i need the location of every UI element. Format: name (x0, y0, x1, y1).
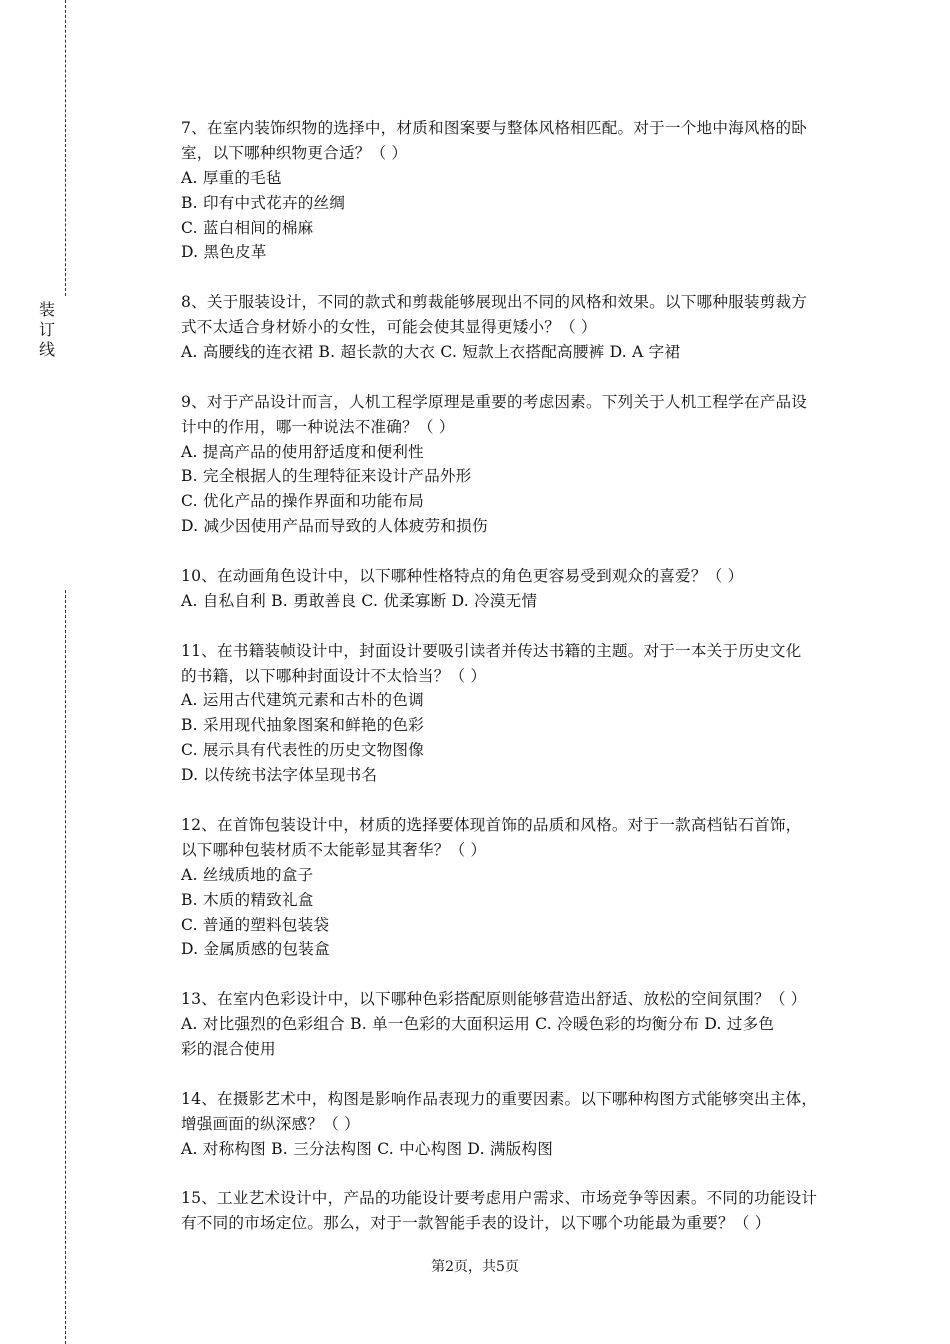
question-line: C. 优化产品的操作界面和功能布局 (181, 492, 425, 511)
question-line: D. 减少因使用产品而导致的人体疲劳和损伤 (181, 517, 488, 536)
question-line: 以下哪种包装材质不太能彰显其奢华？（ ） (181, 840, 487, 859)
question-text: 10、在动画角色设计中，以下哪种性格特点的角色更容易受到观众的喜爱？（ ） (181, 567, 744, 586)
question-line: A. 丝绒质地的盒子 (181, 865, 314, 884)
binding-line-bottom (65, 590, 66, 1344)
question-line: A. 高腰线的连衣裙 B. 超长款的大衣 C. 短款上衣搭配高腰裤 D. A 字裙 (181, 343, 681, 362)
question-text: 11、在书籍装帧设计中，封面设计要吸引读者并传达书籍的主题。对于一本关于历史文化 (181, 641, 802, 660)
question-line: 的书籍，以下哪种封面设计不太恰当？（ ） (181, 666, 487, 685)
question-block (181, 390, 851, 539)
question-block (181, 987, 851, 1062)
question-block (181, 564, 851, 614)
question-text: 8、关于服装设计，不同的款式和剪裁能够展现出不同的风格和效果。以下哪种服装剪裁方 (181, 293, 808, 312)
question-line: C. 普通的塑料包装袋 (181, 915, 330, 934)
question-text: 15、工业艺术设计中，产品的功能设计要考虑用户需求、市场竞争等因素。不同的功能设计 (181, 1189, 818, 1208)
question-block (181, 116, 851, 265)
question-line: B. 采用现代抽象图案和鲜艳的色彩 (181, 716, 425, 735)
page-footer: 第2页，共5页 (431, 1259, 519, 1275)
question-line: A. 对称构图 B. 三分法构图 C. 中心构图 D. 满版构图 (181, 1139, 554, 1158)
question-text: 12、在首饰包装设计中，材质的选择要体现首饰的品质和风格。对于一款高档钻石首饰， (181, 815, 802, 834)
question-text: 14、在摄影艺术中，构图是影响作品表现力的重要因素。以下哪种构图方式能够突出主体， (181, 1089, 818, 1108)
question-text: 7、在室内装饰织物的选择中，材质和图案要与整体风格相匹配。对于一个地中海风格的卧 (181, 119, 808, 137)
question-line: 式不太适合身材娇小的女性，可能会使其显得更矮小？（ ） (181, 318, 597, 337)
question-line: 有不同的市场定位。那么，对于一款智能手表的设计，以下哪个功能最为重要？（ ） (181, 1214, 771, 1233)
question-line: B. 完全根据人的生理特征来设计产品外形 (181, 467, 472, 486)
question-line: A. 运用古代建筑元素和古朴的色调 (181, 691, 424, 710)
question-line: B. 木质的精致礼盒 (181, 890, 314, 909)
question-line: 计中的作用，哪一种说法不准确？（ ） (181, 417, 455, 436)
question-line: C. 蓝白相间的棉麻 (181, 218, 314, 237)
question-line: 增强画面的纵深感？（ ） (181, 1114, 360, 1133)
question-text: 13、在室内色彩设计中，以下哪种色彩搭配原则能够营造出舒适、放松的空间氛围？（ ） (181, 990, 807, 1009)
question-line: D. 金属质感的包装盒 (181, 940, 330, 959)
question-text: 9、对于产品设计而言，人机工程学原理是重要的考虑因素。下列关于人机工程学在产品设 (181, 392, 808, 411)
question-line: 彩的混合使用 (181, 1039, 276, 1058)
question-block (181, 813, 851, 962)
question-block (181, 1186, 851, 1236)
question-line: D. 黑色皮革 (181, 243, 267, 262)
question-line: 室，以下哪种织物更合适？（ ） (181, 143, 408, 162)
binding-line-top (65, 0, 66, 296)
binding-label: 装订线 (38, 300, 55, 359)
question-line: A. 提高产品的使用舒适度和便利性 (181, 442, 424, 461)
question-line: A. 对比强烈的色彩组合 B. 单一色彩的大面积运用 C. 冷暖色彩的均衡分布 D. 过多色 (181, 1015, 775, 1034)
question-block (181, 1087, 851, 1162)
question-line: C. 展示具有代表性的历史文物图像 (181, 741, 425, 760)
question-list (181, 116, 851, 1261)
question-line: B. 印有中式花卉的丝绸 (181, 193, 346, 212)
question-line: A. 自私自利 B. 勇敢善良 C. 优柔寡断 D. 冷漠无情 (181, 591, 538, 610)
question-line: A. 厚重的毛毡 (181, 168, 282, 187)
question-block (181, 639, 851, 788)
question-block (181, 290, 851, 365)
question-line: D. 以传统书法字体呈现书名 (181, 766, 378, 785)
